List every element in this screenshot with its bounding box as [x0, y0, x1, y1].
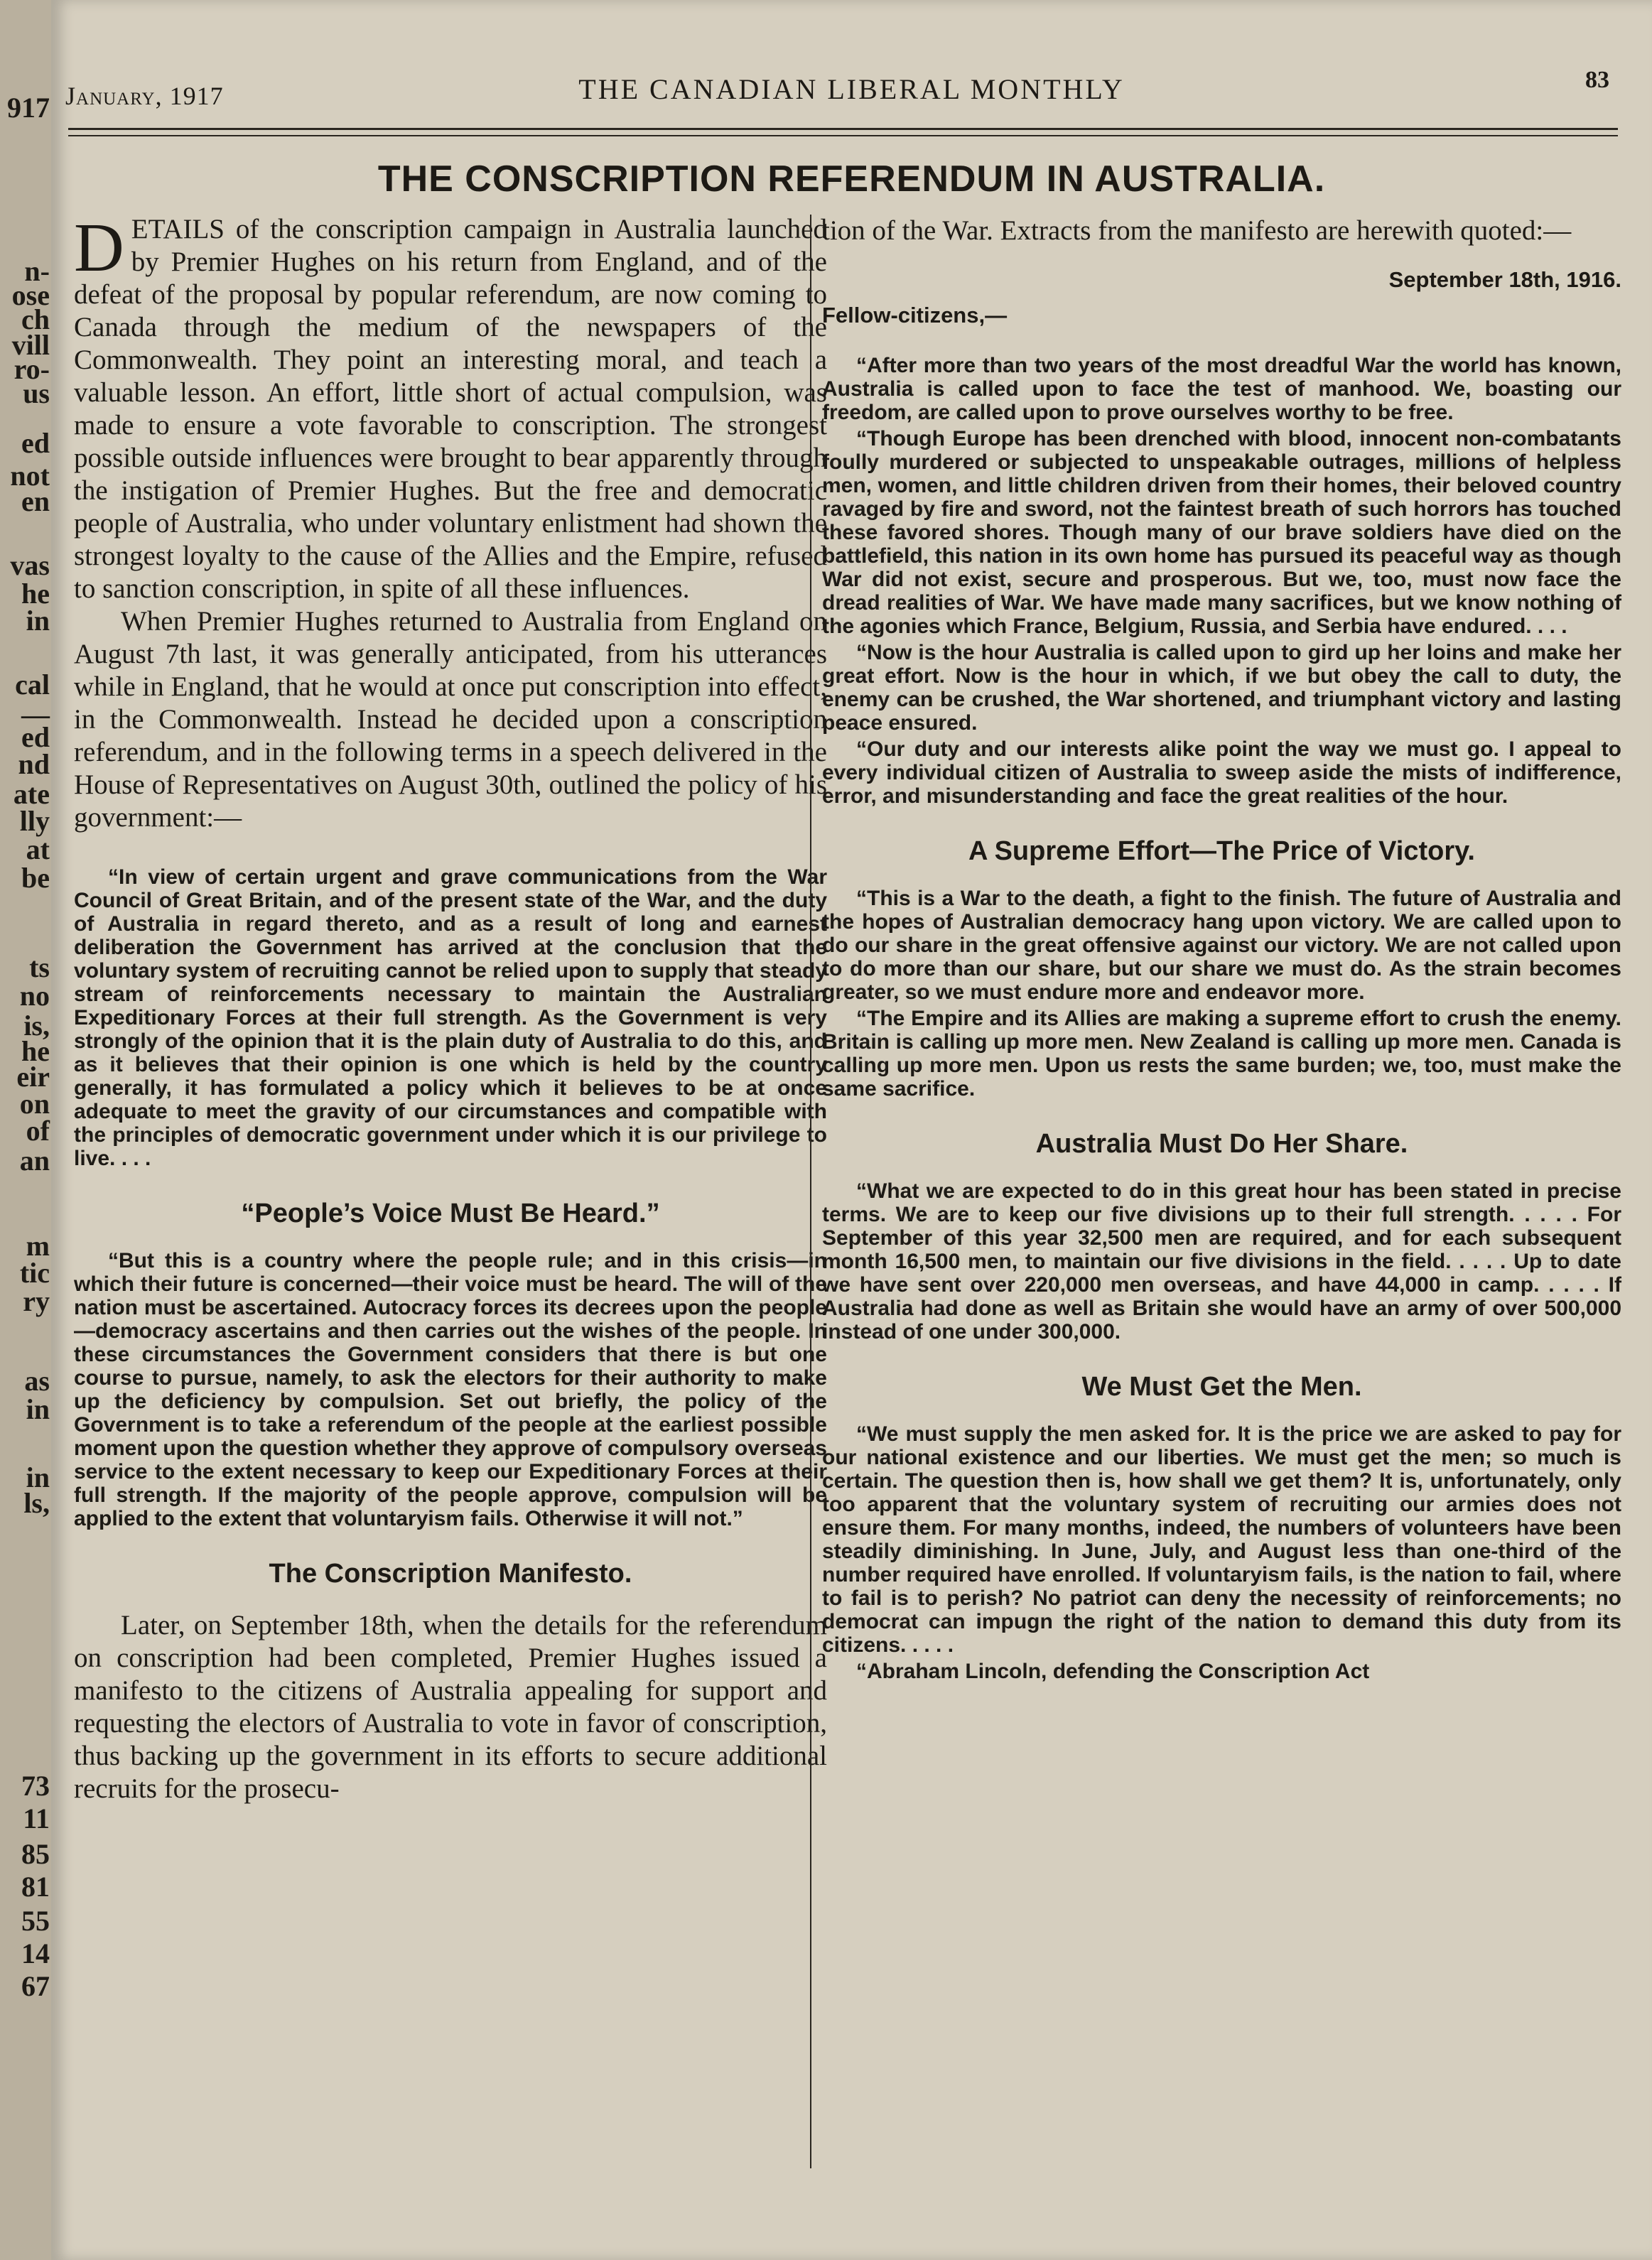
manifesto-quote: “We must supply the men asked for. It is the price we are asked to pay for our national existence and our liberties. We must get the men; so much is certain. The question then is, how shall we get them? It is, unfortunately, only too apparent that the voluntary system of recruiting our armies does not ensure them. For many months, indeed, the numbers of volunteers have been steadily diminishing. In June, July, and August less than one-third of the number required have enrolled. If voluntaryism fails, is the nation to fail, where to fail is to perish? No patriot can deny the necessity of reinforcements; no democrat can impugn the right of the nation to demand this duty from its citizens. . . . .	[822, 1422, 1621, 1657]
previous-page-text-fragment: not	[10, 460, 50, 492]
section-heading: The Conscription Manifesto.	[269, 1559, 632, 1589]
manifesto-quote: “Now is the hour Australia is called upon to gird up her loins and make her great effort. Now is the hour in which, if we but obey the call to duty, the enemy can be crushed, the War shortened, and triumphant victory and lasting peace ensured.	[822, 641, 1621, 735]
article-title: THE CONSCRIPTION REFERENDUM IN AUSTRALIA.	[377, 158, 1326, 200]
header-rule-secondary	[68, 135, 1618, 136]
previous-page-text-fragment: us	[23, 377, 50, 409]
magazine-page	[51, 0, 1652, 2260]
previous-page-text-fragment: 917	[7, 92, 50, 124]
right-column	[822, 215, 1621, 1686]
manifesto-salutation: Fellow-citizens,—	[822, 303, 1008, 328]
section-heading: We Must Get the Men.	[1081, 1372, 1362, 1402]
previous-page-text-fragment: no	[19, 980, 50, 1012]
previous-page-text-fragment: ro-	[14, 353, 50, 385]
previous-page-text-fragment: 73	[21, 1770, 50, 1802]
previous-page-text-fragment: ts	[29, 951, 50, 983]
previous-page-text-fragment: be	[21, 862, 50, 894]
previous-page-text-fragment: in	[26, 1461, 50, 1493]
speech-quote: “In view of certain urgent and grave communications from the War Council of Great Britain, and of the present state of the War, and the duty of Australia in regard thereto, and as a result of long and earnest deliberation the Government has arrived at the conclusion that the voluntary system of recruiting cannot be relied upon to supply that steady stream of reinforcements necessary to maintain the Australian Expeditionary Forces at their full strength. As the Government is very strongly of the opinion that it is the plain duty of Australia to do this, and as it believes that their opinion is one which is held by the country generally, it has formulated a policy which it believes to be at once adequate to meet the gravity of our circumstances and compatible with the principles of democratic government under which it is our privilege to live. . . .	[74, 865, 827, 1170]
previous-page-text-fragment: ry	[23, 1285, 50, 1317]
previous-page-edge	[0, 0, 51, 2260]
previous-page-text-fragment: on	[19, 1088, 50, 1120]
header-magazine-title: THE CANADIAN LIBERAL MONTHLY	[578, 73, 1125, 105]
drop-cap: D	[74, 210, 124, 286]
page-number: 83	[1585, 67, 1609, 93]
manifesto-date: September 18th, 1916.	[1388, 267, 1621, 292]
manifesto-quote: “What we are expected to do in this great hour has been stated in precise terms. We are to keep our five divisions up to their full strength. . . . . For September of this year 32,500 men are required, and for each subsequent month 16,500 men, to maintain our five divisions in the field. . . . . Up to date we have sent over 220,000 men overseas, and have 44,000 in camp. . . . . If Australia had done as well as Britain she would have an army of over 500,000 instead of one under 300,000.	[822, 1179, 1621, 1343]
body-paragraph: When Premier Hughes returned to Australia from England on August 7th last, it was generally anticipated, from his utterances while in England, that he would at once put conscription into effect, in the Commonwealth. Instead he decided upon a conscription referendum, and in the following terms in a speech delivered in the House of Representatives on August 30th, outlined the policy of his government:—	[74, 606, 827, 833]
manifesto-quote: “Our duty and our interests alike point the way we must go. I appeal to every individual citizen of Australia to sweep aside the mists of indifference, error, and misunderstanding and face the great realities of the hour.	[822, 737, 1621, 808]
previous-page-text-fragment: of	[26, 1115, 50, 1147]
previous-page-text-fragment: he	[21, 578, 50, 610]
previous-page-text-fragment: lly	[19, 805, 50, 837]
section-heading: Australia Must Do Her Share.	[1035, 1129, 1408, 1159]
intro-paragraph: DETAILS of the conscription campaign in Australia launched by Premier Hughes on his return from England, and of the defeat of the proposal by popular referendum, are now coming to Canada through the medium of the newspapers of the Commonwealth. They point an interesting moral, and teach a valuable lesson. An effort, little short of actual compulsion, was made to ensure a vote favorable to conscription. The strongest possible outside influences were brought to bear apparently through the instigation of Premier Hughes. But the free and democratic people of Australia, who under voluntary enlistment had shown the strongest loyalty to the cause of the Allies and the Empire, refused to sanction conscription, in spite of all these influences.	[74, 210, 827, 604]
previous-page-text-fragment: ate	[13, 778, 50, 810]
previous-page-text-fragment: ed	[21, 427, 50, 459]
previous-page-text-fragment: n-	[24, 255, 50, 287]
previous-page-text-fragment: in	[26, 1393, 50, 1425]
section-heading: A Supreme Effort—The Price of Victory.	[968, 836, 1475, 866]
section-heading: “People’s Voice Must Be Heard.”	[241, 1199, 660, 1228]
previous-page-text-fragment: 55	[21, 1905, 50, 1937]
header-rule	[68, 128, 1618, 130]
previous-page-text-fragment: he	[21, 1035, 50, 1067]
previous-page-text-fragment: is,	[23, 1010, 50, 1042]
previous-page-text-fragment: 85	[21, 1838, 50, 1870]
previous-page-text-fragment: —	[21, 698, 50, 730]
previous-page-text-fragment: vill	[11, 329, 50, 361]
body-paragraph: tion of the War. Extracts from the manifesto are herewith quoted:—	[822, 215, 1572, 246]
previous-page-text-fragment: ose	[11, 279, 50, 311]
previous-page-text-fragment: tic	[19, 1257, 50, 1289]
column-divider	[810, 215, 811, 2168]
manifesto-quote: “The Empire and its Allies are making a supreme effort to crush the enemy. Britain is calling up more men. New Zealand is calling up more men. Canada is calling up more men. Upon us rests the same burden; we, too, must make the same sacrifice.	[822, 1007, 1621, 1101]
manifesto-quote: “Though Europe has been drenched with blood, innocent non-combatants foully murdered or subjected to unspeakable outrages, millions of helpless men, women, and little children driven from their homes, their beloved country ravaged by fire and sword, not the faintest breath of such horrors has touched these favored shores. Though many of our brave soldiers have died on the battlefield, this nation in its own home has pursued its peaceful way as though War did not exist, secure and prosperous. But we, too, must now face the dread realities of War. We have made many sacrifices, but we know nothing of the agonies which France, Belgium, Russia, and Serbia have endured. . . .	[822, 427, 1621, 638]
previous-page-text-fragment: m	[26, 1230, 50, 1262]
previous-page-text-fragment: 11	[23, 1802, 50, 1834]
manifesto-quote: “This is a War to the death, a fight to the finish. The future of Australia and the hopes of Australian democracy hang upon victory. We are called upon to do our share in the great offensive against our victory. We are not called upon to do more than our share, but our share we must do. As the strain becomes greater, so we must endure more and endeavor more.	[822, 887, 1621, 1004]
previous-page-text-fragment: in	[26, 605, 50, 637]
previous-page-text-fragment: eir	[16, 1061, 50, 1093]
previous-page-text-fragment: vas	[10, 549, 50, 581]
previous-page-text-fragment: ed	[21, 721, 50, 753]
previous-page-text-fragment: en	[21, 485, 50, 517]
previous-page-text-fragment: cal	[15, 669, 50, 701]
previous-page-text-fragment: as	[24, 1365, 50, 1397]
previous-page-text-fragment: at	[26, 833, 50, 865]
header-date: January, 1917	[65, 82, 224, 110]
previous-page-text-fragment: 67	[21, 1970, 50, 2002]
previous-page-text-fragment: ch	[21, 303, 50, 335]
speech-quote: “But this is a country where the people rule; and in this crisis—in which their future is concerned—their voice must be heard. The will of the nation must be ascertained. Autocracy forces its decrees upon the people—democracy ascertains and then carries out the wishes of the people. In these circumstances the Government considers that there is but one course to pursue, namely, to ask the electors for their authority to make up the deficiency by compulsion. Set out briefly, the policy of the Government is to take a referendum of the people at the earliest possible moment upon the question whether they approve of compulsory overseas service to the extent necessary to keep our Expeditionary Forces at their full strength. If the majority of the people approve, compulsion will be applied to the extent that voluntaryism fails. Otherwise it will not.”	[74, 1249, 827, 1530]
previous-page-text-fragment: nd	[18, 748, 50, 780]
running-header	[65, 65, 1609, 115]
body-paragraph: Later, on September 18th, when the details for the referendum on conscription had been completed, Premier Hughes issued a manifesto to the citizens of Australia appealing for support and requesting the electors of Australia to vote in favor of conscription, thus backing up the government in its efforts to secure additional recruits for the prosecu-	[74, 1610, 827, 1804]
manifesto-quote: “Abraham Lincoln, defending the Conscription Act	[856, 1660, 1370, 1683]
left-column	[74, 210, 827, 1805]
previous-page-text-fragment: an	[19, 1145, 50, 1177]
previous-page-text-fragment: 81	[21, 1871, 50, 1903]
manifesto-quote: “After more than two years of the most dreadful War the world has known, Australia is called upon to face the test of manhood. We, boasting our freedom, are called upon to prove ourselves worthy to be free.	[822, 354, 1621, 424]
previous-page-text-fragment: ls,	[23, 1487, 50, 1519]
previous-page-text-fragment: 14	[21, 1937, 50, 1969]
